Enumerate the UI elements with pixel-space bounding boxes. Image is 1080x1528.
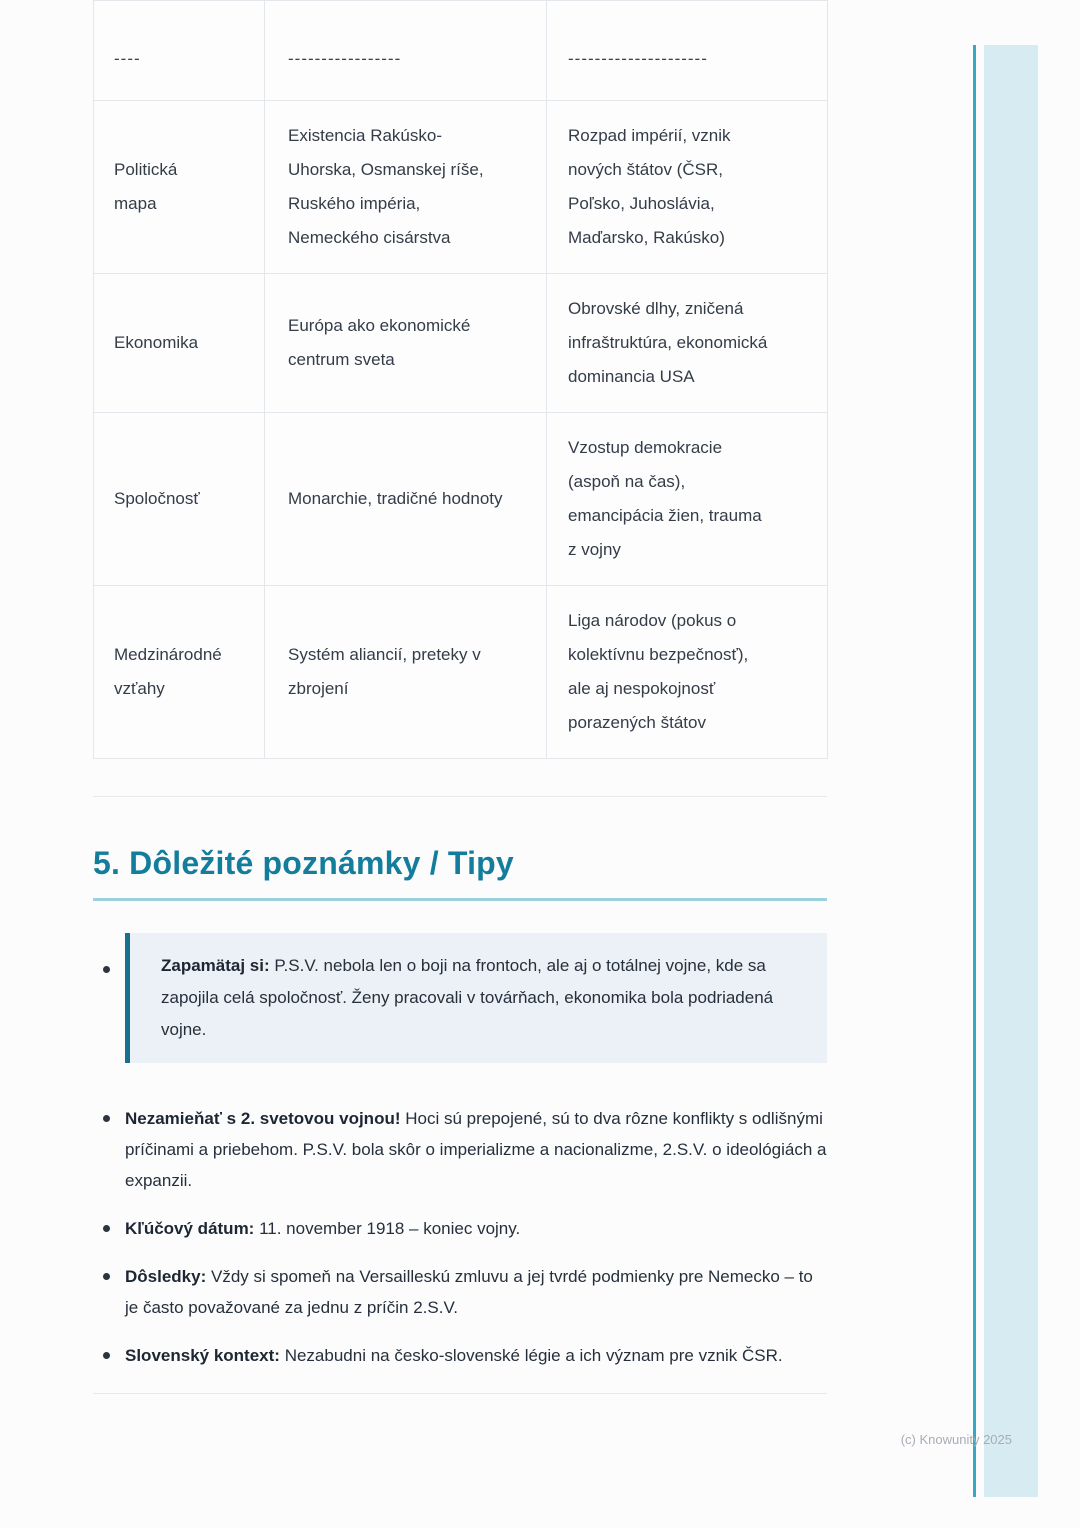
table-cell: Medzinárodné vzťahy [94, 586, 265, 759]
table-cell: Politická mapa [94, 101, 265, 274]
table-row [94, 274, 828, 413]
callout-list-item [93, 933, 827, 1063]
table-cell: Monarchie, tradičné hodnoty [265, 413, 547, 586]
table-row [94, 413, 828, 586]
page-side-stripe [984, 45, 1038, 1497]
list-item [93, 1213, 827, 1244]
callout-lead: Zapamätaj si: [161, 956, 270, 975]
table-cell: Rozpad impérií, vznik nových štátov (ČSR, Poľsko, Juhoslávia, Maďarsko, Rakúsko) [547, 101, 828, 274]
table-separator-row [94, 1, 828, 101]
bullet-icon [103, 1225, 110, 1232]
note-lead: Slovenský kontext: [125, 1346, 280, 1365]
note-body: Nezabudni na česko-slovenské légie a ich význam pre vznik ČSR. [284, 1346, 783, 1365]
note-lead: Dôsledky: [125, 1267, 207, 1286]
bullet-icon [103, 1115, 110, 1122]
section-divider [93, 796, 827, 797]
table-cell: Európa ako ekonomické centrum sveta [265, 274, 547, 413]
note-body: Vždy si spomeň na Versailleskú zmluvu a jej tvrdé podmienky pre Nemecko – to je často považované za jednu z príčin 2.S.V. [125, 1267, 813, 1317]
copyright-text: (c) Knowunity 2025 [900, 1432, 1012, 1447]
bottom-divider [93, 1393, 827, 1394]
bullet-icon [103, 1352, 110, 1359]
table-cell: Ekonomika [94, 274, 265, 413]
list-item [93, 1103, 827, 1196]
table-cell: Vzostup demokracie (aspoň na čas), emancipácia žien, trauma z vojny [547, 413, 828, 586]
bullet-icon [103, 1273, 110, 1280]
bullet-icon [103, 966, 110, 973]
note-lead: Kľúčový dátum: [125, 1219, 255, 1238]
note-lead: Nezamieňať s 2. svetovou vojnou! [125, 1109, 401, 1128]
table-cell: Systém aliancií, preteky v zbrojení [265, 586, 547, 759]
table-row [94, 586, 828, 759]
table-cell: Spoločnosť [94, 413, 265, 586]
table-cell: Obrovské dlhy, zničená infraštruktúra, ekonomická dominancia USA [547, 274, 828, 413]
table-cell: ----------------- [265, 1, 547, 101]
page-edge-accent-line [973, 45, 976, 1497]
table-cell: --------------------- [547, 1, 828, 101]
table-cell: Existencia Rakúsko-Uhorska, Osmanskej ríše, Ruského impéria, Nemeckého cisárstva [265, 101, 547, 274]
list-item [93, 1261, 827, 1323]
document-content [93, 0, 827, 1394]
table-row [94, 101, 828, 274]
table-cell: ---- [94, 1, 265, 101]
section-heading: 5. Dôležité poznámky / Tipy [93, 845, 514, 881]
note-body: Hoci sú prepojené, sú to dva rôzne konflikty s odlišnými príčinami a priebehom. P.S.V. bola skôr o imperializme a nacionalizme, 2.S.V. o ideológiách a expanzii. [125, 1109, 827, 1190]
list-item [93, 1340, 827, 1371]
callout-body: P.S.V. nebola len o boji na frontoch, ale aj o totálnej vojne, kde sa zapojila celá spoločnosť. Ženy pracovali v továrňach, ekonomika bola podriadená vojne. [161, 956, 774, 1039]
callout-text [161, 950, 779, 1046]
notes-list [93, 1103, 827, 1371]
comparison-table [93, 0, 828, 759]
heading-underline [93, 898, 827, 901]
table-cell: Liga národov (pokus o kolektívnu bezpečnosť), ale aj nespokojnosť porazených štátov [547, 586, 828, 759]
callout-box [125, 933, 827, 1063]
note-body: 11. november 1918 – koniec vojny. [259, 1219, 521, 1238]
